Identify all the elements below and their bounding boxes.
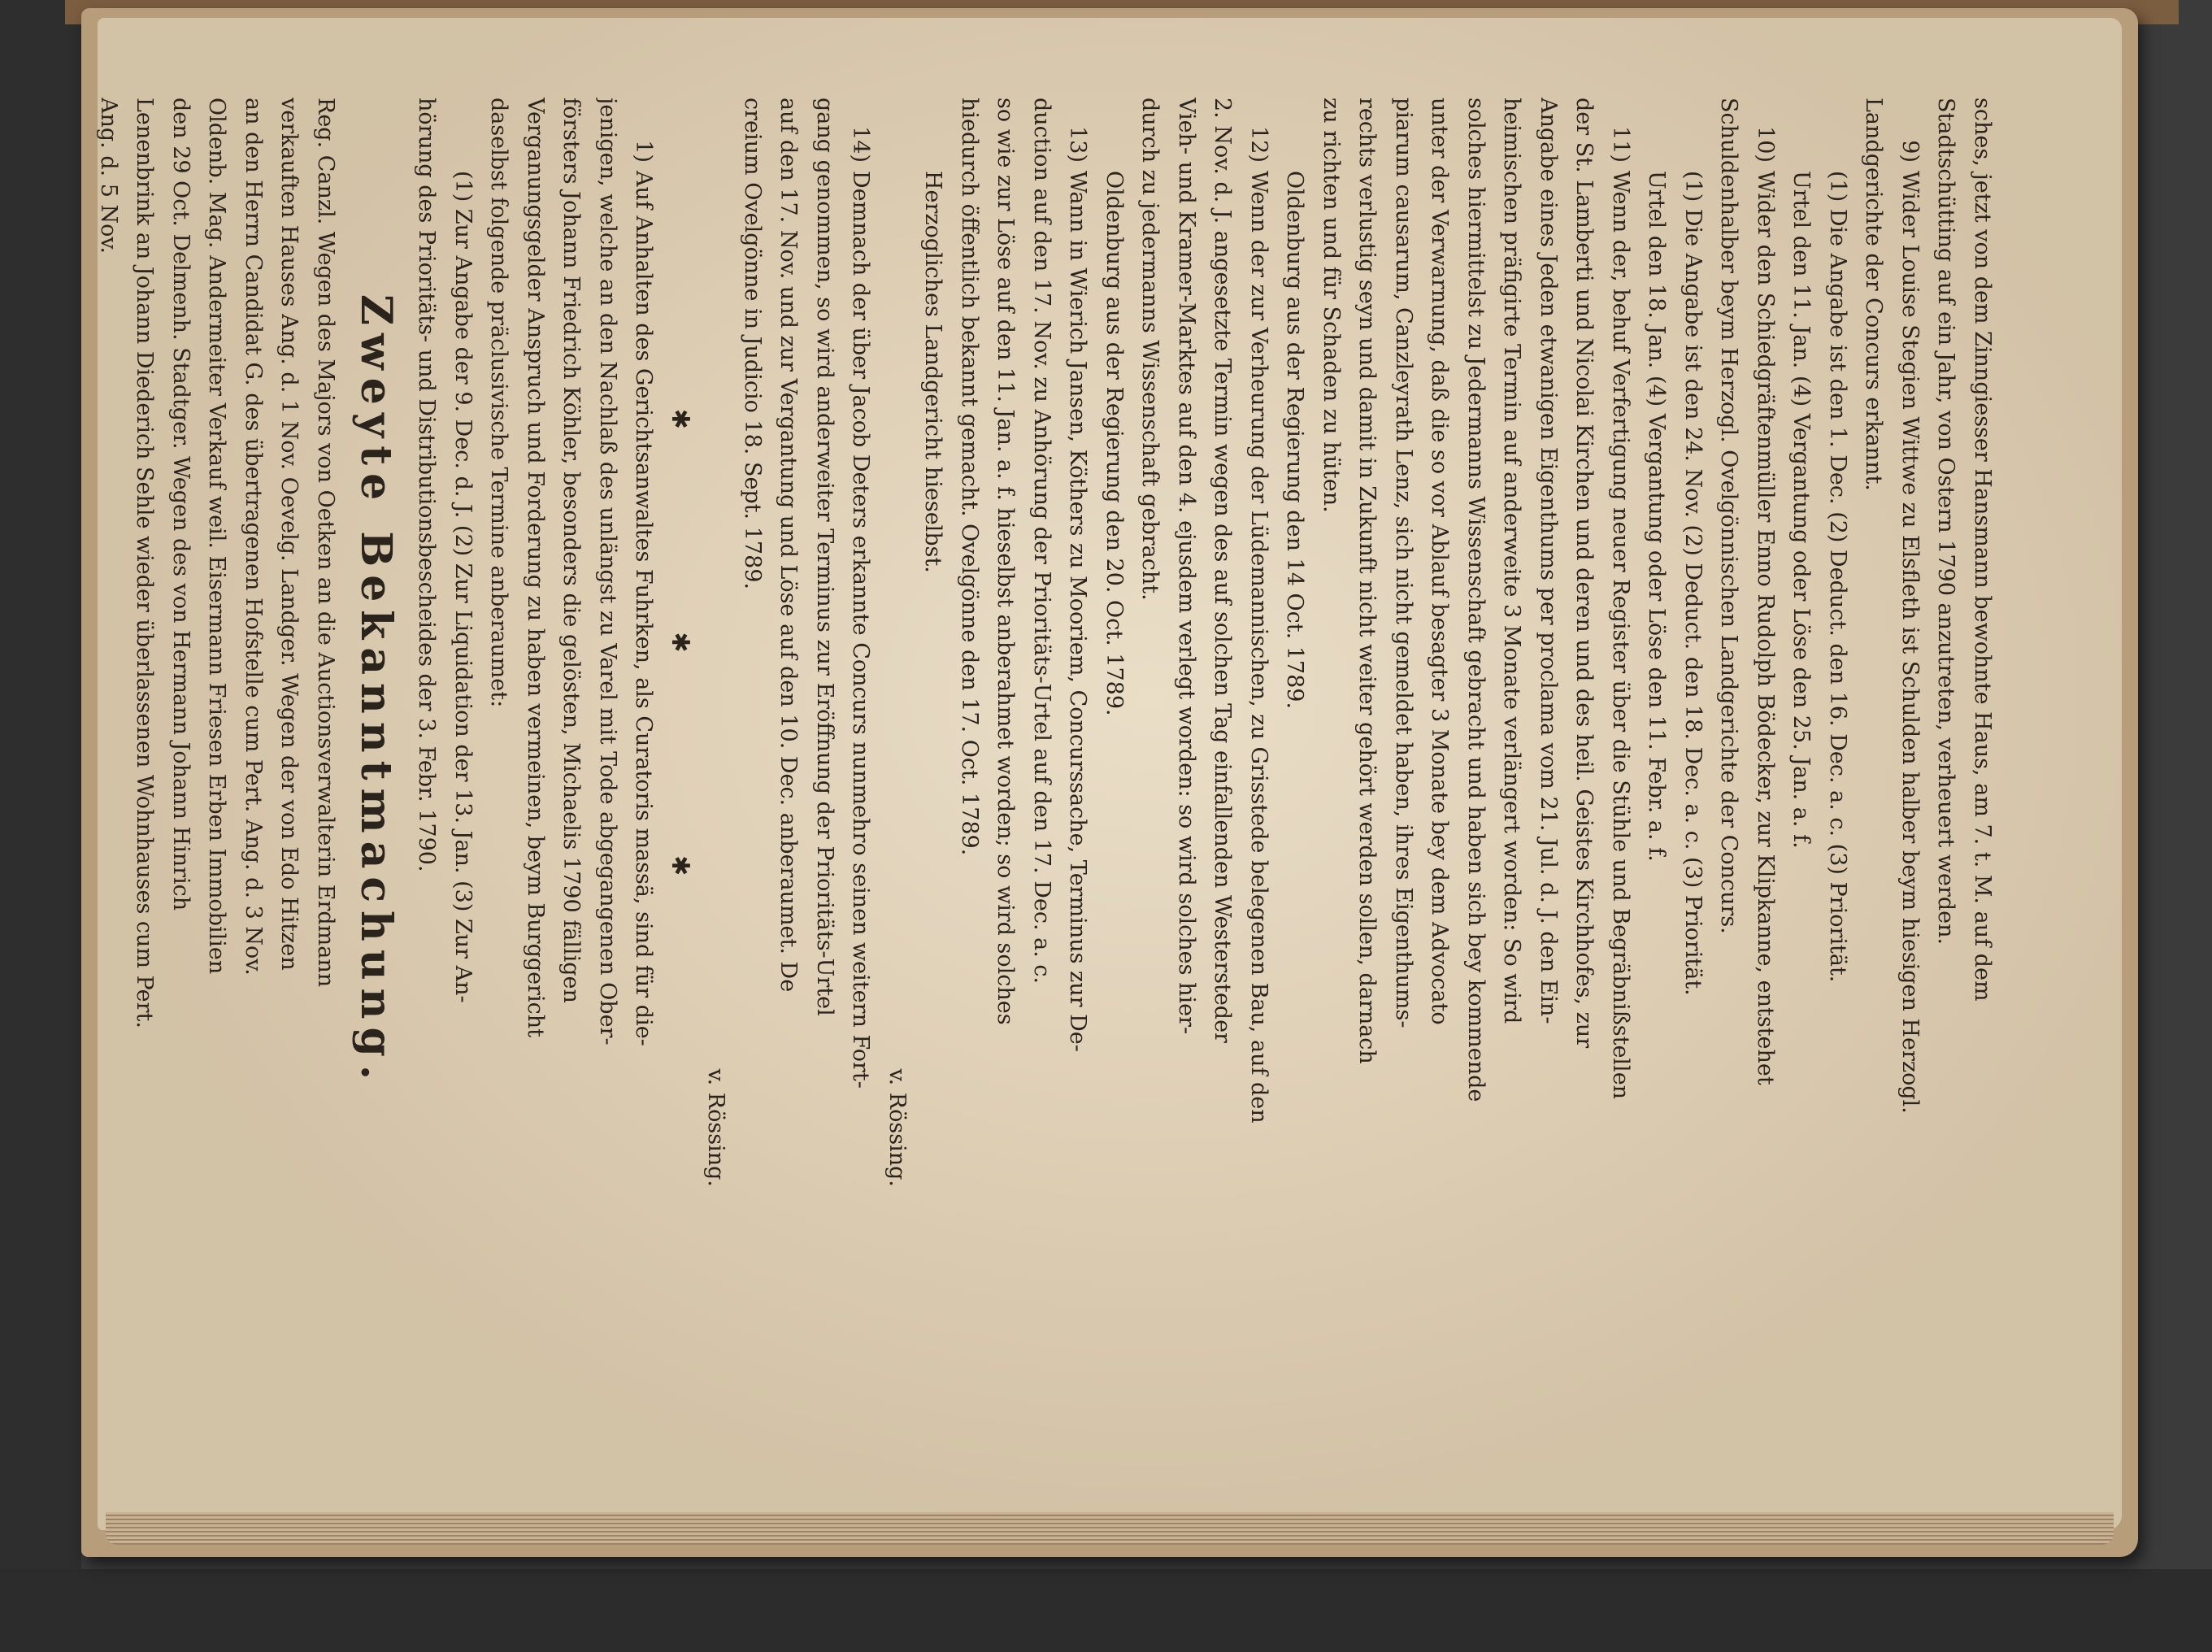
item-number: 11): [1608, 126, 1633, 163]
text-line: Urtel den 18. Jan. (4) Vergantung oder Löse den 11. Febr. a. f.: [1644, 171, 1670, 862]
text-line: (1) Zur Angabe der 9. Dec. d. J. (2) Zur Liquidation der 13. Jan. (3) Zur An-: [450, 171, 476, 1003]
text-line-body: Auf Anhalten des Gerichtsanwaltes Fuhrken, als Curatoris massä, sind für die-: [631, 171, 657, 1046]
text-line-body: Wann in Wierich Jansen, Köthers zu Mooriem, Concurssache, Terminus zur De-: [1065, 171, 1091, 1052]
text-line-numbered: [1241, 98, 1277, 1285]
text-line-body: Wider Louise Stegien Wittwe zu Elsfleth ist Schulden halber beym hiesigen Herzogl.: [1897, 171, 1923, 1114]
text-line: den 29 Oct. Delmenh. Stadtger. Wegen des von Hermann Johann Hinrich: [168, 98, 193, 911]
text-line: so wie zur Löse auf den 11. Jan. a. f. hieselbst anberahmet worden; so wird solches: [993, 98, 1019, 1025]
text-line: der St. Lamberti und Nicolai Kirchen und deren und des heil. Geistes Kirchhofes, zur: [1571, 98, 1597, 1049]
item-number: 1): [631, 140, 657, 163]
text-line: Angabe eines Jeden etwanigen Eigenthums per proclama vom 21. Jul. d. J. den Ein-: [1536, 98, 1561, 1024]
text-line-numbered: [1059, 98, 1096, 1285]
text-line: Verganungsgelder Anspruch und Forderung zu haben vermeinen, beym Burggericht: [523, 98, 548, 1038]
text-line-numbered: [1602, 98, 1639, 1285]
text-line: an den Herrn Candidat G. des übertragenen Hofstelle cum Pert. Ang. d. 3 Nov.: [241, 98, 266, 976]
text-line: 2. Nov. d. J. angesetzte Termin wegen des auf solchen Tag einfallenden Westersteder: [1210, 98, 1236, 1043]
text-line: Stadtschütting auf ein Jahr, von Ostern 1790 anzutreten, verheuert werden.: [1933, 98, 1959, 946]
text-line: rechts verlustig seyn und damit in Zukunft nicht weiter gehört werden sollen, darnach: [1354, 98, 1380, 1064]
text-line: solches hiermittelst zu Jedermanns Wissenschaft gebracht und haben sich bey kommende: [1463, 98, 1488, 1102]
rotated-text-block: [96, 98, 2000, 1285]
text-line: Oldenburg aus der Regierung den 14 Oct. 1789.: [1282, 171, 1308, 710]
text-line: Herzogliches Landgericht hieselbst.: [920, 171, 946, 573]
text-line: Schuldenhalber beym Herzogl. Ovelgönnischen Landgerichte der Concurs.: [1716, 98, 1742, 934]
text-line-numbered: [1892, 98, 1928, 1285]
signature-line: v. Rössing.: [884, 1068, 910, 1187]
text-line: verkauften Hauses Ang. d. 1 Nov. Oevelg. Landger. Wegen der von Edo Hitzen: [276, 98, 302, 971]
text-line: duction auf den 17. Nov. zu Anhörung der Prioritäts-Urtel auf den 17. Dec. a. c.: [1029, 98, 1054, 985]
section-divider-ornament: ✱ ✱ ✱: [666, 408, 694, 974]
background-bottom: [0, 1569, 2212, 1652]
text-line: Vieh- und Kramer-Marktes auf den 4. ejusdem verlegt worden: so wird solches hier-: [1174, 98, 1199, 1035]
page-text-area: [96, 98, 2000, 1285]
text-line: heimischen präfigirte Termin auf anderweite 3 Monate verlängert worden: So wird: [1499, 98, 1525, 1024]
text-line-body: Wenn der, behuf Verfertigung neuer Register über die Stühle und Begräbnißstellen: [1608, 171, 1633, 1100]
text-line: hiedurch öffentlich bekannt gemacht. Ovelgönne den 17. Oct. 1789.: [957, 98, 982, 856]
text-line-body: Wenn der zur Verheurung der Lüdemannischen, zu Grisstede belegenen Bau, auf den: [1246, 171, 1271, 1124]
text-line: hörung des Prioritäts- und Distributionsbescheides der 3. Febr. 1790.: [414, 98, 440, 872]
text-line: unter der Verwarnung, daß die so vor Ablauf besagter 3 Monate bey dem Advocato: [1427, 98, 1453, 1025]
text-line: jenigen, welche an den Nachlaß des unlängst zu Varel mit Tode abgegangenen Ober-: [595, 98, 620, 1046]
signature-line: v. Rössing.: [703, 1068, 729, 1187]
text-line: zu richten und für Schaden zu hüten.: [1319, 98, 1344, 513]
text-line: gang genommen, so wird anderweiter Terminus zur Eröffnung der Prioritäts-Urtel: [812, 98, 837, 1016]
item-number: 14): [848, 126, 874, 163]
text-line-body: Demnach der über Jacob Deters erkannte Concurs nunmehro seinen weitern Fort-: [848, 171, 874, 1089]
background-left: [0, 0, 81, 1652]
text-line: Oldenburg aus der Regierung den 20. Oct. 1789.: [1102, 171, 1127, 716]
text-line: daselbst folgende präclusivische Termine anberaumet:: [486, 98, 512, 708]
text-line-numbered: [842, 98, 879, 1285]
item-number: 12): [1246, 126, 1271, 163]
item-number: 10): [1753, 126, 1778, 163]
text-line-numbered: [1747, 98, 1784, 1285]
text-line: durch zu jedermanns Wissenschaft gebracht.: [1137, 98, 1163, 601]
item-number: 9): [1897, 140, 1923, 163]
text-line: försters Johann Friedrich Köhler, besonders die gelösten, Michaelis 1790 fälligen: [558, 98, 585, 1003]
text-line-body: Wider den Schiedgräftenmüller Enno Rudolph Bödecker, zur Klipkanne, entstehet: [1753, 171, 1778, 1085]
text-line: creium Ovelgönne in Judicio 18. Sept. 1789.: [740, 98, 765, 590]
text-line: Ang. d. 5 Nov.: [96, 98, 121, 254]
text-line-numbered: [625, 98, 662, 1285]
text-line: Oldenb. Mag. Andermeiter Verkauf weil. Eisermann Friesen Erben Immobilien: [204, 98, 230, 975]
text-line: (1) Die Angabe ist den 1. Dec. (2) Deduct. den 16. Dec. a. c. (3) Priorität.: [1825, 171, 1850, 983]
text-line: piarum causarum, Canzleyrath Lenz, sich nicht gemeldet haben, ihres Eigenthums-: [1391, 98, 1416, 1028]
text-line: auf den 17. Nov. und zur Vergantung und Löse auf den 10. Dec. anberaumet. De: [776, 98, 802, 993]
section-heading: Zweyte Bekanntmachung.: [351, 294, 401, 1088]
text-line: Lenenbrink an Johann Diederich Sehle wieder überlassenen Wohnhauses cum Pert.: [132, 98, 158, 1028]
text-line: Reg. Canzl. Wegen des Majors von Oetken an die Auctionsverwalterin Erdmann: [313, 98, 338, 988]
text-line: Urtel den 11. Jan. (4) Vergantung oder Löse den 25. Jan. a. f.: [1788, 171, 1814, 849]
item-number: 13): [1065, 126, 1091, 163]
text-line: Landgerichte der Concurs erkannt.: [1861, 98, 1887, 491]
page-edges: [106, 1512, 2114, 1545]
text-line: (1) Die Angabe ist den 24. Nov. (2) Deduct. den 18. Dec. a. c. (3) Priorität.: [1680, 171, 1706, 996]
text-line: sches, jetzt von dem Zinngiesser Hansmann bewohnte Haus, am 7. t. M. auf dem: [1970, 98, 1995, 1002]
